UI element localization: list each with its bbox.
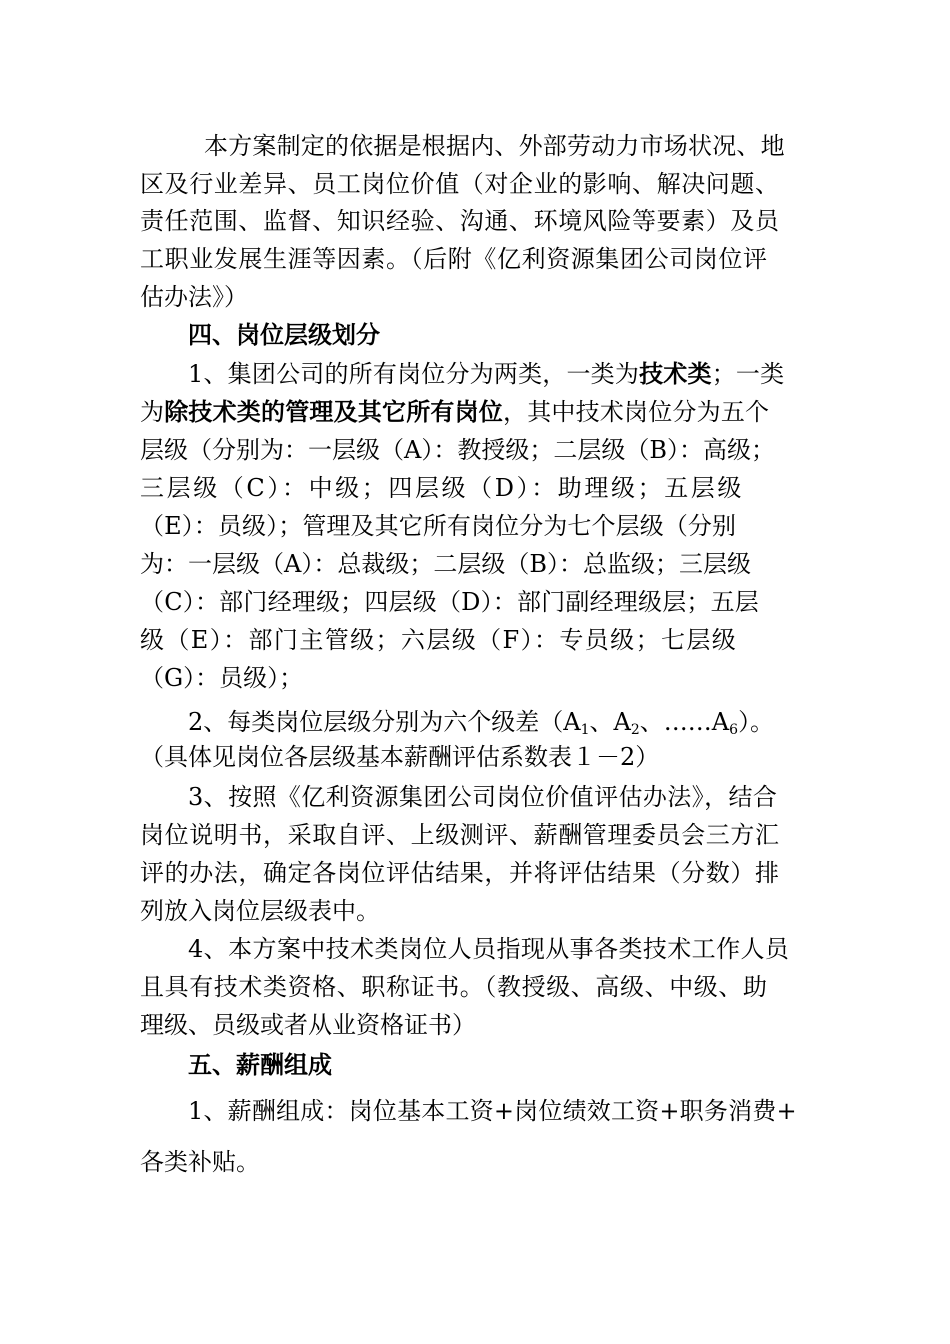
subscript-6: 6 [729, 722, 739, 738]
intro-line-4: 工职业发展生涯等因素。（后附《亿利资源集团公司岗位评 [140, 245, 768, 273]
item4-line-2: 且具有技术类资格、职称证书。（教授级、高级、中级、助 [140, 973, 768, 1001]
item2-line-2: （具体见岗位各层级基本薪酬评估系数表１－2） [140, 743, 660, 771]
item3-line-1: 3、按照《亿利资源集团公司岗位价值评估办法》，结合 [188, 783, 778, 811]
s5-item1-line-2: 各类补贴。 [140, 1148, 260, 1176]
item1-line-2-end: ，其中技术岗位分为五个 [503, 398, 770, 426]
item1-line-7: （C）：部门经理级；四层级（D）：部门副经理级层；五层 [140, 588, 760, 616]
item2-line-1-end: ）。 [738, 708, 775, 736]
item1-technical-category: 技术类 [639, 359, 712, 388]
subscript-1: 1 [580, 722, 590, 738]
item3-line-2: 岗位说明书，采取自评、上级测评、薪酬管理委员会三方汇 [140, 821, 780, 849]
item1-line-2 [140, 396, 769, 428]
intro-line-5: 估办法》） [140, 283, 248, 311]
item1-line-6: 为：一层级（A）：总裁级；二层级（B）：总监级；三层级 [140, 550, 751, 578]
item1-line-1 [188, 358, 784, 390]
item1-line-9: （G）：员级）； [140, 664, 304, 692]
item2-line-1 [188, 706, 774, 738]
intro-line-2: 区及行业差异、员工岗位价值（对企业的影响、解决问题、 [140, 170, 780, 198]
subscript-2: 2 [630, 722, 640, 738]
item2-sep-2: 、……A [639, 708, 730, 736]
item1-line-2-start: 为 [140, 398, 165, 426]
item3-line-3: 评的办法，确定各岗位评估结果，并将评估结果（分数）排 [140, 859, 780, 887]
item1-line-1-end: ；一类 [711, 360, 785, 388]
item3-line-4: 列放入岗位层级表中。 [140, 897, 380, 925]
item1-line-5: （E）：员级）；管理及其它所有岗位分为七个层级（分别 [140, 512, 737, 540]
item4-line-1: 4、本方案中技术类岗位人员指现从事各类技术工作人员 [188, 935, 790, 963]
item4-line-3: 理级、员级或者从业资格证书） [140, 1011, 476, 1039]
section-4-heading: 四、岗位层级划分 [188, 320, 380, 349]
item1-management-category: 除技术类的管理及其它所有岗位 [164, 397, 504, 426]
item1-line-4: 三层级（C）：中级；四层级（D）：助理级；五层级 [140, 474, 745, 502]
intro-line-3: 责任范围、监督、知识经验、沟通、环境风险等要素）及员 [140, 207, 780, 235]
item1-line-3: 层级（分别为：一层级（A）：教授级；二层级（B）：高级； [140, 436, 775, 464]
item1-line-8: 级（E）：部门主管级；六层级（F）：专员级；七层级 [140, 626, 738, 654]
item2-sep-1: 、A [589, 708, 631, 736]
section-5-heading: 五、薪酬组成 [188, 1050, 332, 1079]
item2-line-1-text: 2、每类岗位层级分别为六个级差（A [188, 708, 581, 736]
intro-line-1: 本方案制定的依据是根据内、外部劳动力市场状况、地 [204, 132, 785, 160]
s5-item1-line-1: 1、薪酬组成：岗位基本工资+岗位绩效工资+职务消费+ [188, 1097, 797, 1125]
item1-line-1-text: 1、集团公司的所有岗位分为两类，一类为 [188, 360, 640, 388]
